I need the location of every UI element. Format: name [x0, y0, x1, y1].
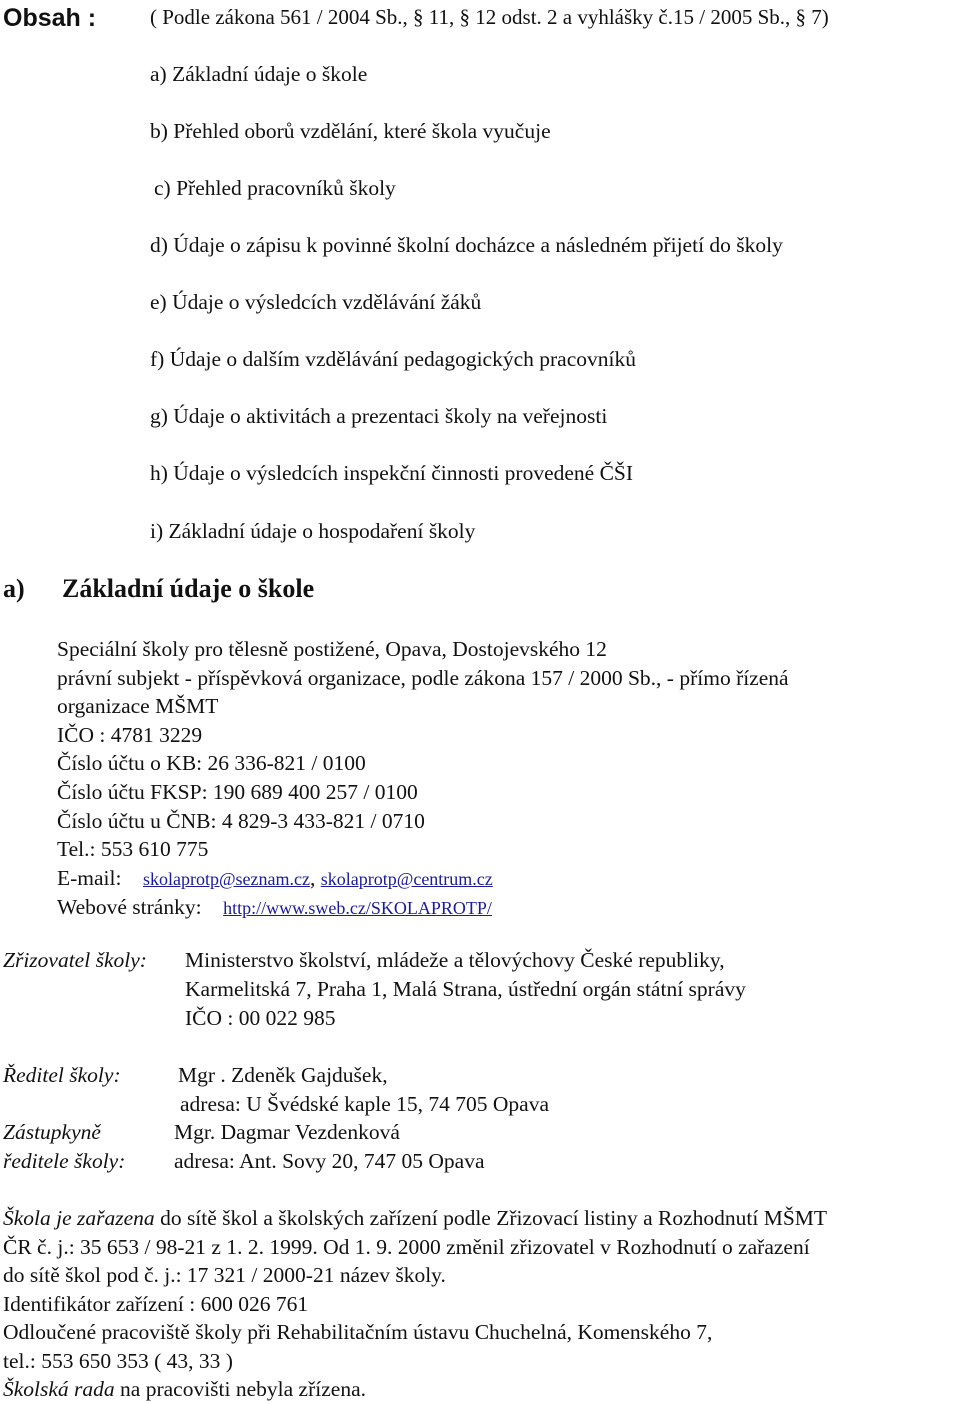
- toc-item: e) Údaje o výsledcích vzdělávání žáků: [150, 290, 482, 314]
- toc-item: g) Údaje o aktivitách a prezentaci školy na veřejnosti: [150, 404, 608, 428]
- network-paragraph-line-1: [3, 1206, 827, 1231]
- school-board-text: na pracovišti nebyla zřízena.: [114, 1377, 366, 1401]
- founder-line-1: Ministerstvo školství, mládeže a tělovýchovy České republiky,: [185, 948, 725, 972]
- toc-item: d) Údaje o zápisu k povinné školní docházce a následném přijetí do školy: [150, 233, 783, 257]
- account-cnb: Číslo účtu u ČNB: 4 829-3 433-821 / 0710: [57, 808, 425, 833]
- email-separator: ,: [310, 865, 316, 890]
- branch-phone: tel.: 553 650 353 ( 43, 33 ): [3, 1349, 233, 1373]
- network-line-1-text: do sítě škol a školských zařízení podle Zřizovací listiny a Rozhodnutí MŠMT: [154, 1206, 828, 1230]
- school-phone: Tel.: 553 610 775: [57, 837, 209, 862]
- account-fksp: Číslo účtu FKSP: 190 689 400 257 / 0100: [57, 779, 418, 804]
- website-label: Webové stránky:: [57, 895, 202, 920]
- school-legal-line: právní subjekt - příspěvková organizace, podle zákona 157 / 2000 Sb., - přímo řízená: [57, 665, 789, 690]
- director-address: adresa: U Švédské kaple 15, 74 705 Opava: [180, 1092, 549, 1116]
- toc-item: c) Přehled pracovníků školy: [154, 176, 396, 200]
- toc-item: a) Základní údaje o škole: [150, 62, 368, 86]
- toc-item: i) Základní údaje o hospodaření školy: [150, 519, 476, 543]
- school-org-line: organizace MŠMT: [57, 694, 219, 719]
- account-kb: Číslo účtu o KB: 26 336-821 / 0100: [57, 751, 366, 776]
- deputy-address: adresa: Ant. Sovy 20, 747 05 Opava: [174, 1149, 485, 1173]
- toc-item: f) Údaje o dalším vzdělávání pedagogických pracovníků: [150, 347, 636, 371]
- email-link-seznam[interactable]: skolaprotp@seznam.cz: [142, 868, 311, 889]
- director-label: Ředitel školy:: [3, 1063, 121, 1087]
- toc-item: h) Údaje o výsledcích inspekční činnosti provedené ČŠI: [150, 461, 634, 485]
- website-link[interactable]: http://www.sweb.cz/SKOLAPROTP/: [223, 898, 492, 919]
- founder-ico: IČO : 00 022 985: [185, 1006, 336, 1030]
- school-name-line: Speciální školy pro tělesně postižené, Opava, Dostojevského 12: [57, 637, 607, 661]
- branch-workplace: Odloučené pracoviště školy při Rehabilitačním ústavu Chuchelná, Komenského 7,: [3, 1320, 713, 1344]
- section-a-heading: Základní údaje o škole: [62, 574, 315, 603]
- school-board-line: [3, 1377, 366, 1402]
- network-paragraph-line-3: do sítě škol pod č. j.: 17 321 / 2000-21 název školy.: [3, 1263, 446, 1287]
- website-row: [57, 893, 789, 923]
- email-link-centrum[interactable]: skolaprotp@centrum.cz: [320, 868, 493, 889]
- founder-line-2: Karmelitská 7, Praha 1, Malá Strana, ústřední orgán státní správy: [185, 977, 746, 1001]
- email-row: [57, 864, 789, 894]
- toc-item: b) Přehled oborů vzdělání, které škola vyučuje: [150, 119, 551, 143]
- network-italic-label: Škola je zařazena: [3, 1206, 155, 1230]
- school-board-italic: Školská rada: [3, 1377, 115, 1401]
- legal-basis-subtitle: ( Podle zákona 561 / 2004 Sb., § 11, § 12 odst. 2 a vyhlášky č.15 / 2005 Sb., § 7): [150, 5, 829, 29]
- page-title: Obsah :: [3, 4, 97, 32]
- section-a-letter: a): [3, 574, 25, 603]
- email-label: E-mail:: [57, 865, 122, 890]
- school-ico: IČO : 4781 3229: [57, 722, 203, 747]
- facility-identifier: Identifikátor zařízení : 600 026 761: [3, 1292, 309, 1316]
- founder-label: Zřizovatel školy:: [3, 948, 147, 972]
- director-name: Mgr . Zdeněk Gajdušek,: [178, 1063, 388, 1087]
- deputy-name: Mgr. Dagmar Vezdenková: [174, 1120, 400, 1144]
- deputy-label-1: Zástupkyně: [3, 1120, 101, 1144]
- school-info: [57, 635, 789, 923]
- deputy-label-2: ředitele školy:: [3, 1149, 126, 1173]
- network-paragraph-line-2: ČR č. j.: 35 653 / 98-21 z 1. 2. 1999. Od 1. 9. 2000 změnil zřizovatel v Rozhodnutí o zařazení: [3, 1235, 810, 1259]
